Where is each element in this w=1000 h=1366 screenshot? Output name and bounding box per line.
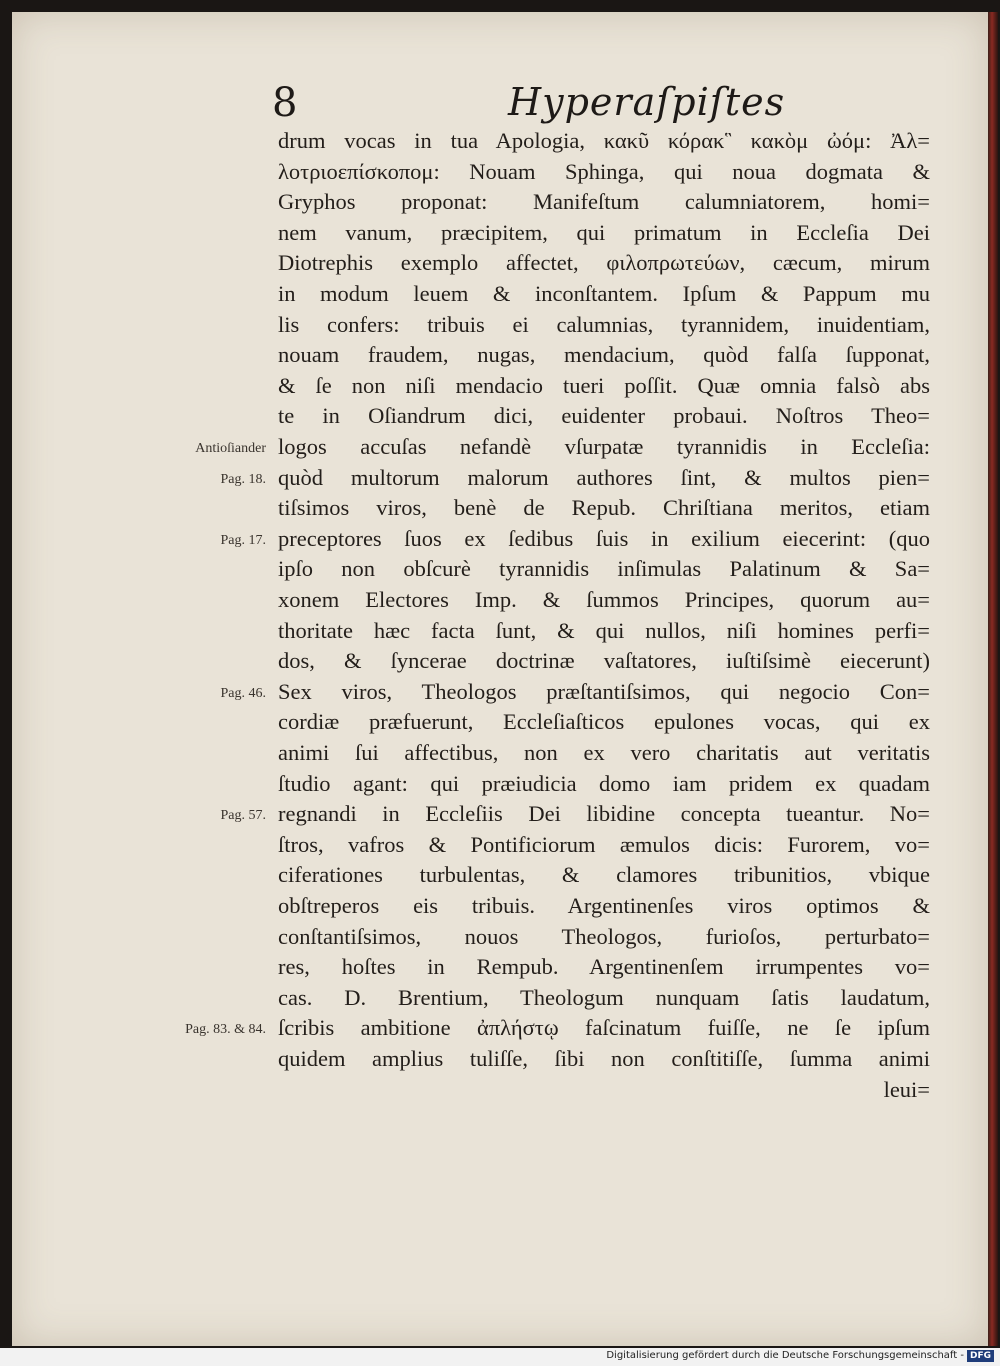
text-line: tiſsimos viros, benè de Repub. Chriſtiana meritos, etiam xyxy=(278,495,930,521)
text-line: in modum leuem & inconſtantem. Ipſum & Pappum mu xyxy=(278,281,930,306)
footer-bar xyxy=(0,1348,1000,1366)
dfg-logo-icon: DFG xyxy=(967,1350,994,1362)
text-line: conſtantiſsimos, nouos Theologos, furioſos, perturbato= xyxy=(278,923,930,949)
page-number: 8 xyxy=(272,80,298,126)
text-line: logos accuſas nefandè vſurpatæ tyrannidis in Eccleſia: xyxy=(278,434,930,459)
text-line: λοτριοεπίσκοπομ: Nouam Sphinga, qui noua dogmata & xyxy=(278,158,930,184)
margin-note: Antioſiander xyxy=(195,441,266,456)
book-binding-edge xyxy=(988,12,998,1346)
text-line: ſtros, vafros & Pontificiorum æmulos dicis: Furorem, vo= xyxy=(278,831,930,857)
text-line: te in Oſiandrum dici, euidenter probaui. Noſtros Theo= xyxy=(278,403,930,429)
text-line: drum vocas in tua Apologia, κακῦ κόρακ῝ κακὸμ ὠόμ: Ἀλ= xyxy=(278,128,930,153)
text-line: preceptores ſuos ex ſedibus ſuis in exilium eiecerint: (quo xyxy=(278,525,930,551)
text-line: obſtreperos eis tribuis. Argentinenſes viros optimos & xyxy=(278,893,930,918)
text-line: regnandi in Eccleſiis Dei libidine concepta tueantur. No= xyxy=(278,801,930,827)
text-line: ipſo non obſcurè tyrannidis inſimulas Palatinum & Sa= xyxy=(278,556,930,582)
text-line: quòd multorum malorum authores ſint, & multos pien= xyxy=(278,464,930,490)
footer-credit: Digitalisierung gefördert durch die Deutsche Forschungsgemeinschaft - xyxy=(606,1350,964,1361)
text-line: thoritate hæc facta ſunt, & qui nullos, niſi homines perfi= xyxy=(278,617,930,643)
text-line: Sex viros, Theologos præſtantiſsimos, qui negocio Con= xyxy=(278,678,930,704)
running-title: Hyperaſpiſtes xyxy=(508,80,786,124)
margin-note: Pag. 17. xyxy=(220,532,266,548)
text-line: res, hoſtes in Rempub. Argentinenſem irrumpentes vo= xyxy=(278,954,930,980)
margin-note: Pag. 57. xyxy=(220,808,266,824)
text-line: Diotrephis exemplo affectet, φιλοπρωτεύων, cæcum, mirum xyxy=(278,250,930,276)
text-line: & ſe non niſi mendacio tueri poſſit. Quæ omnia falsò abs xyxy=(278,372,930,398)
text-line: xonem Electores Imp. & ſummos Principes, quorum au= xyxy=(278,587,930,612)
margin-note: Pag. 83. & 84. xyxy=(185,1022,266,1038)
text-line: ſcribis ambitione ἀπλήστῳ faſcinatum fuiſſe, ne ſe ipſum xyxy=(278,1015,930,1041)
text-line: cordiæ præfuerunt, Eccleſiaſticos epulones vocas, qui ex xyxy=(278,709,930,735)
text-line: animi ſui affectibus, non ex vero charitatis aut veritatis xyxy=(278,740,930,765)
margin-note: Pag. 18. xyxy=(220,471,266,487)
text-line: ciferationes turbulentas, & clamores tribunitios, vbique xyxy=(278,862,930,888)
text-line: lis confers: tribuis ei calumnias, tyrannidem, inuidentiam, xyxy=(278,311,930,337)
text-line: leui= xyxy=(883,1076,930,1102)
text-line: Gryphos proponat: Manifeſtum calumniatorem, homi= xyxy=(278,189,930,215)
text-line: dos, & ſyncerae doctrinæ vaſtatores, iuſtiſsimè eiecerunt) xyxy=(278,648,930,674)
text-line: quidem amplius tuliſſe, ſibi non conſtitiſſe, ſumma animi xyxy=(278,1046,930,1071)
text-line: nem vanum, præcipitem, qui primatum in Eccleſia Dei xyxy=(278,219,930,245)
text-line: nouam fraudem, nugas, mendacium, quòd falſa ſupponat, xyxy=(278,342,930,368)
text-line: cas. D. Brentium, Theologum nunquam ſatis laudatum, xyxy=(278,984,930,1010)
margin-note: Pag. 46. xyxy=(220,685,266,701)
text-line: ſtudio agant: qui præiudicia domo iam pridem ex quadam xyxy=(278,770,930,796)
